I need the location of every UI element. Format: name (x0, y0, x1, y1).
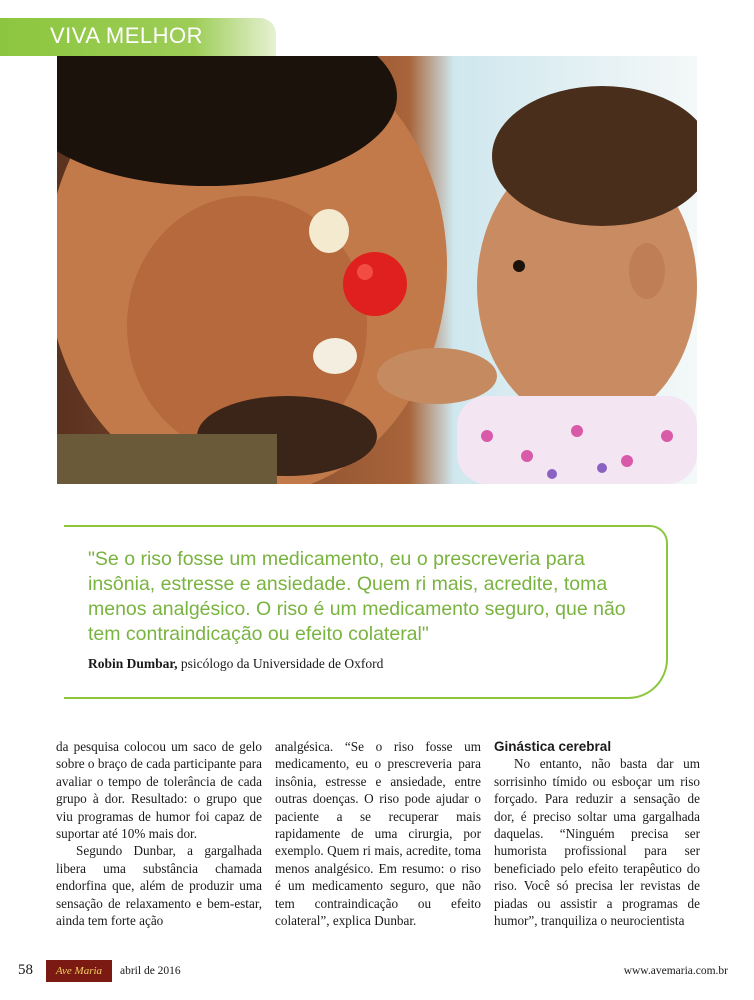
article-photo (57, 56, 697, 484)
section-title: VIVA MELHOR (50, 23, 204, 48)
quote-author-role: psicólogo da Universidade de Oxford (177, 656, 384, 671)
article-column-3 (494, 738, 700, 929)
article-column-2 (275, 738, 481, 929)
pull-quote-text: "Se o riso fosse um medicamento, eu o prescreveria para insônia, estresse e ansiedade. Quem ri mais, acredite, toma menos analgésico. O riso é um medicamento seguro, que não tem contraindicação ou efeito colateral" (88, 548, 626, 645)
paragraph: No entanto, não basta dar um sorrisinho tímido ou esboçar um riso forçado. Para reduzir a sensação de dor, é preciso soltar uma gargalhada daquelas. “Ninguém precisa ser humorista profissional para ser beneficiado pelo efeito terapêutico do riso. Você só precisa ler revistas de piadas ou assistir a programas de humor”, tranquiliza o neurocientista (494, 756, 700, 929)
issue-date: abril de 2016 (120, 965, 181, 977)
paragraph: analgésica. “Se o riso fosse um medicamento, eu o prescreveria para insônia, estresse e ansiedade, entre outras doenças. O riso pode ajudar o paciente a se recuperar mais rapidamente de uma cirurgia, por exemplo. Quem ri mais, acredite, toma menos analgésico. Em resumo: o riso é um medicamento seguro, que não tem contraindicação ou efeito colateral”, explica Dunbar. (275, 739, 481, 929)
magazine-logo: Ave Maria (46, 960, 112, 982)
article-column-1 (56, 738, 262, 929)
pull-quote-attribution (88, 656, 648, 672)
paragraph: da pesquisa colocou um saco de gelo sobre o braço de cada participante para avaliar o tempo de tolerância de cada grupo à dor. Resultado: o grupo que viu programas de humor foi capaz de suportar até 10% mais dor. (56, 739, 262, 842)
clown-and-baby-photo (57, 56, 697, 484)
website-url[interactable]: www.avemaria.com.br (623, 965, 728, 977)
paragraph: Segundo Dunbar, a gargalhada libera uma substância chamada endorfina que, além de produzir uma sensação de relaxamento e bem-estar, ainda tem forte ação (56, 843, 262, 929)
quote-author: Robin Dumbar, (88, 656, 178, 671)
page-number: 58 (18, 962, 33, 978)
section-subheading: Ginástica cerebral (494, 739, 612, 754)
